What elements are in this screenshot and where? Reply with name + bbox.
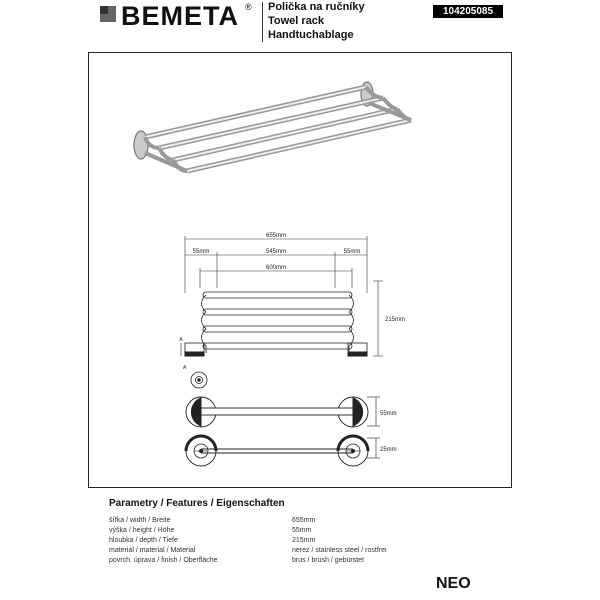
detail-a-view [191, 372, 207, 388]
dim-middle-label: 545mm [265, 249, 287, 255]
dim-total-label: 655mm [265, 233, 287, 239]
dim-small-label: 25mm [380, 447, 397, 453]
series-name: NEO [436, 575, 471, 592]
dim-left-label: 55mm [192, 249, 210, 255]
param-label-height: výška / height / Höhe [109, 527, 175, 534]
param-label-depth: hloubka / depth / Tiefe [109, 537, 178, 544]
param-value-width: 655mm [292, 517, 316, 524]
param-label-finish: povrch. úprava / finish / Oberfläche [109, 557, 218, 564]
product-illustration [134, 82, 411, 171]
dim-height-label: 55mm [380, 411, 397, 417]
product-title-de: Handtuchablage [268, 29, 354, 41]
param-value-finish: brus / brush / gebürstet [292, 557, 364, 564]
parameters-title: Parametry / Features / Eigenschaften [109, 498, 285, 509]
product-code-badge: 104205085 [433, 5, 503, 18]
dim-right-label: 55mm [343, 249, 361, 255]
header-divider [262, 2, 263, 42]
technical-drawing [89, 53, 511, 487]
dim-depth-label: 215mm [385, 317, 406, 323]
front-view [181, 292, 367, 356]
product-title-cz: Polička na ručníky [268, 1, 365, 13]
param-value-material: nerez / stainless steel / rostfrei [292, 547, 387, 554]
dim-inner-label: 600mm [265, 265, 287, 271]
side-view [186, 397, 380, 427]
param-label-width: šířka / width / Breite [109, 517, 171, 524]
brand-logo-text: BEMETA [121, 1, 239, 31]
registered-mark: ® [245, 2, 252, 12]
detail-a-label: A [183, 365, 187, 371]
logo-mark-icon [100, 6, 116, 22]
param-label-material: materiál / material / Material [109, 547, 196, 554]
param-value-depth: 215mm [292, 537, 316, 544]
param-value-height: 55mm [292, 527, 312, 534]
product-title-en: Towel rack [268, 15, 325, 27]
top-view [186, 436, 380, 466]
section-mark-a: A [179, 337, 183, 343]
